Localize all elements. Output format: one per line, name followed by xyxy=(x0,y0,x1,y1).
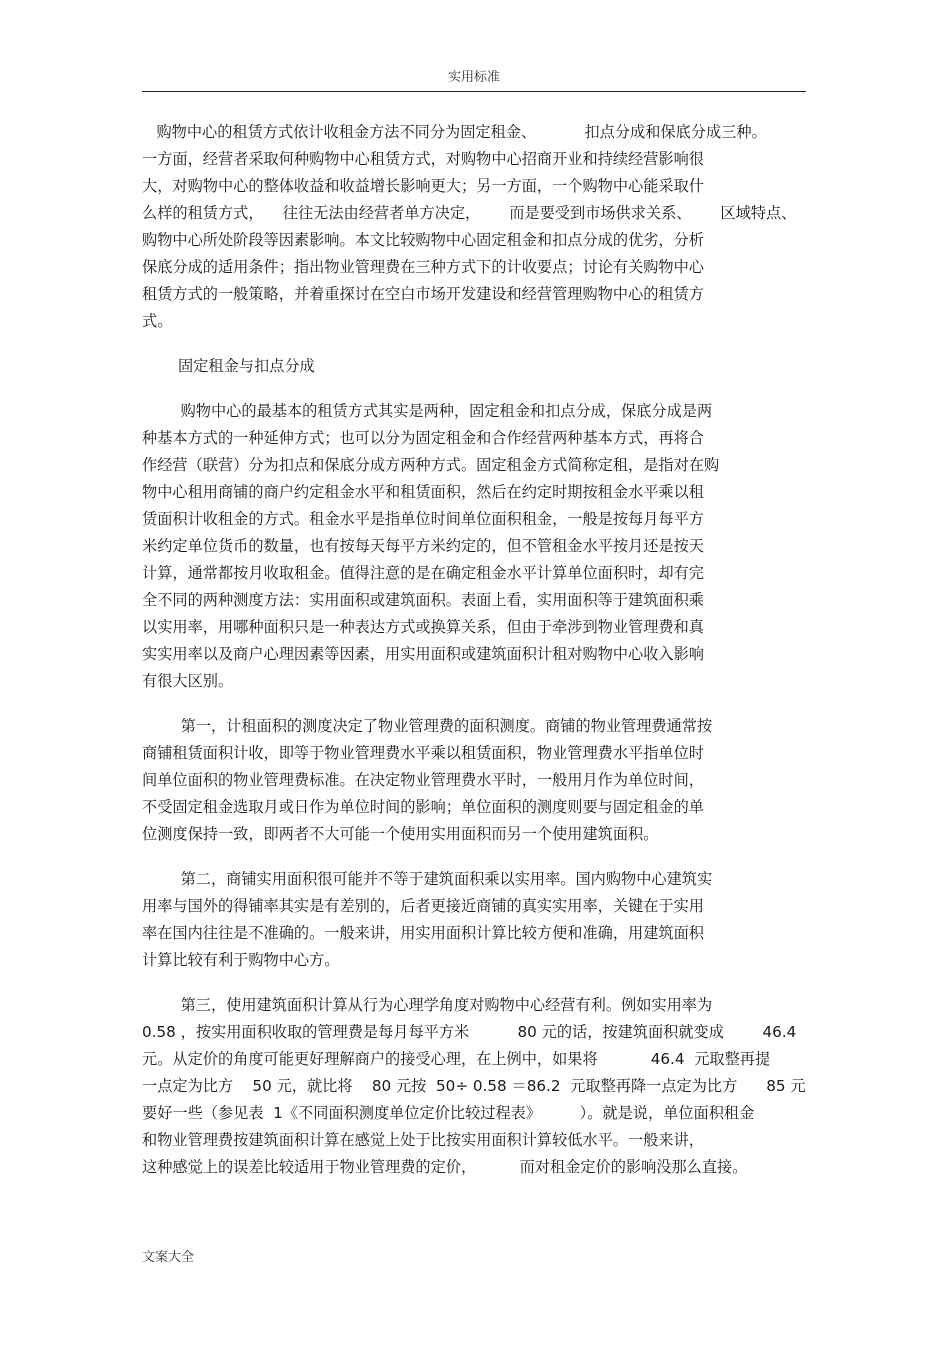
text-line: 不受固定租金选取月或日作为单位时间的影响；单位面积的测度则要与固定租金的单 xyxy=(142,798,704,816)
text-line: 率在国内往往是不准确的。一般来讲，用实用面积计算比较方便和准确，用建筑面积 xyxy=(142,924,704,942)
text-line: 一方面，经营者采取何种购物中心租赁方式，对购物中心招商开业和持续经营影响很 xyxy=(142,150,704,168)
text-line: 间单位面积的物业管理费标准。在决定物业管理费水平时，一般用月作为单位时间， xyxy=(142,771,704,789)
document-body xyxy=(142,119,806,1181)
text-line: 物中心租用商铺的商户约定租金水平和租赁面积，然后在约定时期按租金水平乘以租 xyxy=(142,483,704,501)
text-line: 商铺租赁面积计收，即等于物业管理费水平乘以租赁面积，物业管理费水平指单位时 xyxy=(142,744,704,762)
text-line: 用率与国外的得铺率其实是有差别的，后者更接近商铺的真实实用率，关键在于实用 xyxy=(142,897,704,915)
text-line: 第三，使用建筑面积计算从行为心理学角度对购物中心经营有利。例如实用率为 xyxy=(142,996,713,1014)
text-line: 第二，商铺实用面积很可能并不等于建筑面积乘以实用率。国内购物中心建筑实 xyxy=(142,870,713,888)
text-line: 购物中心的租赁方式依计收租金方法不同分为固定租金、 扣点分成和保底分成三种。 xyxy=(142,123,767,141)
paragraph xyxy=(142,713,802,848)
header-divider xyxy=(142,91,806,92)
text-line: 这种感觉上的误差比较适用于物业管理费的定价， 而对租金定价的影响没那么直接。 xyxy=(142,1158,748,1176)
text-line: 种基本方式的一种延伸方式；也可以分为固定租金和合作经营两种基本方式，再将合 xyxy=(142,429,704,447)
text-line: 元。从定价的角度可能更好理解商户的接受心理，在上例中，如果将 46.4 元取整再提 xyxy=(142,1050,771,1068)
text-line: 要好一些（参见表 1《不同面积测度单位定价比较过程表》 ）。就是说，单位面积租金 xyxy=(142,1104,755,1122)
paragraph xyxy=(142,398,802,695)
paragraph xyxy=(142,992,806,1181)
text-line: 一点定为比方 50 元，就比将 80 元按 50÷ 0.58 ＝86.2 元取整再降一点定为比方 85 元 xyxy=(142,1077,806,1095)
paragraph-gap xyxy=(142,335,802,353)
paragraph xyxy=(142,119,802,335)
text-line: 大，对购物中心的整体收益和收益增长影响更大；另一方面，一个购物中心能采取什 xyxy=(142,177,704,195)
text-line: 有很大区别。 xyxy=(142,672,234,690)
text-line: 米约定单位货币的数量，也有按每天每平方米约定的，但不管租金水平按月还是按天 xyxy=(142,537,704,555)
text-line: 作经营（联营）分为扣点和保底分成方两种方式。固定租金方式简称定租，是指对在购 xyxy=(142,456,720,474)
text-line: 实实用率以及商户心理因素等因素，用实用面积或建筑面积计租对购物中心收入影响 xyxy=(142,645,704,663)
text-line: 位测度保持一致，即两者不大可能一个使用实用面积而另一个使用建筑面积。 xyxy=(142,825,659,843)
text-line: 全不同的两种测度方法：实用面积或建筑面积。表面上看，实用面积等于建筑面积乘 xyxy=(142,591,704,609)
text-line: 第一，计租面积的测度决定了物业管理费的面积测度。商铺的物业管理费通常按 xyxy=(142,717,713,735)
paragraph xyxy=(142,866,802,974)
text-line: 么样的租赁方式， 往往无法由经营者单方决定， 而是要受到市场供求关系、 区域特点、 xyxy=(142,204,797,222)
paragraph-gap xyxy=(142,974,802,992)
text-line: 固定租金与扣点分成 xyxy=(178,357,315,375)
text-line: 式。 xyxy=(142,312,173,330)
text-line: 计算比较有利于购物中心方。 xyxy=(142,951,340,969)
paragraph-gap xyxy=(142,695,802,713)
paragraph-gap xyxy=(142,848,802,866)
text-line: 租赁方式的一般策略，并着重探讨在空白市场开发建设和经营管理购物中心的租赁方 xyxy=(142,285,704,303)
text-line: 购物中心所处阶段等因素影响。本文比较购物中心固定租金和扣点分成的优劣，分析 xyxy=(142,231,704,249)
text-line: 保底分成的适用条件；指出物业管理费在三种方式下的计收要点；讨论有关购物中心 xyxy=(142,258,704,276)
text-line: 以实用率，用哪种面积只是一种表达方式或换算关系，但由于牵涉到物业管理费和真 xyxy=(142,618,704,636)
text-line: 和物业管理费按建筑面积计算在感觉上处于比按实用面积计算较低水平。一般来讲， xyxy=(142,1131,704,1149)
page-footer: 文案大全 xyxy=(142,1250,195,1265)
text-line: 计算，通常都按月收取租金。值得注意的是在确定租金水平计算单位面积时，却有完 xyxy=(142,564,704,582)
text-line: 0.58 ，按实用面积收取的管理费是每月每平方米 80 元的话，按建筑面积就变成 46.4 xyxy=(142,1023,797,1041)
text-line: 赁面积计收租金的方式。租金水平是指单位时间单位面积租金，一般是按每月每平方 xyxy=(142,510,704,528)
page-header: 实用标准 xyxy=(447,70,500,85)
section-heading xyxy=(142,353,802,380)
text-line: 购物中心的最基本的租赁方式其实是两种，固定租金和扣点分成，保底分成是两 xyxy=(142,402,713,420)
paragraph-gap xyxy=(142,380,802,398)
